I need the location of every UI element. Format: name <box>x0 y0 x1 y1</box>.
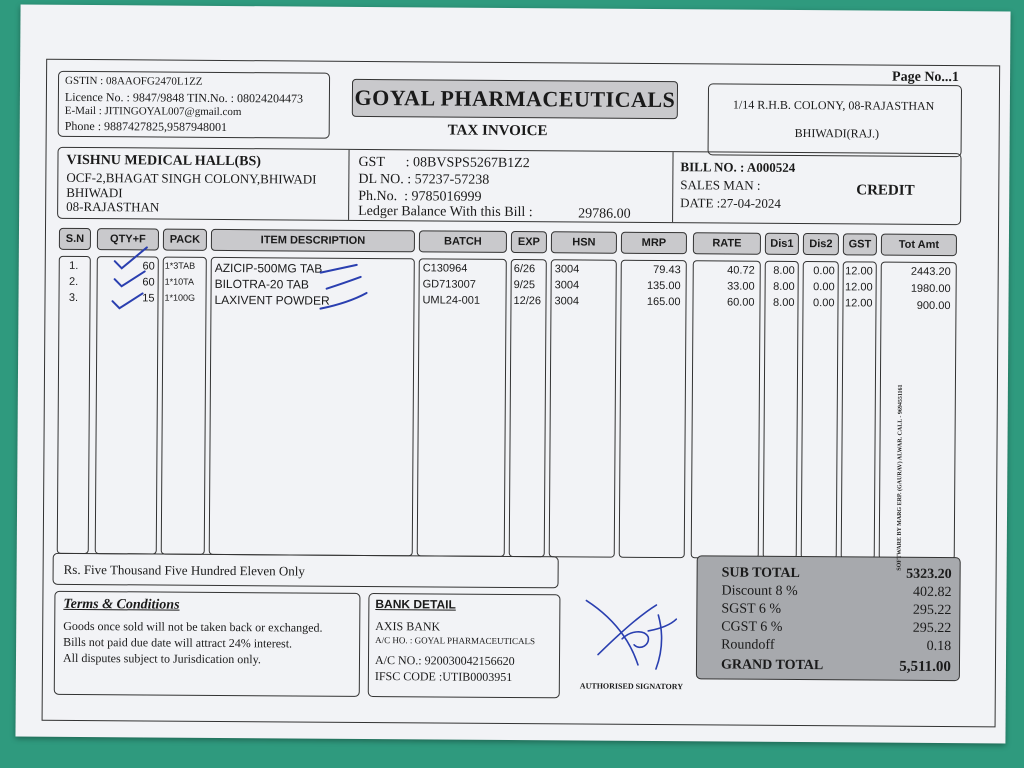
col-header-mrp: MRP <box>621 232 687 254</box>
col-header-hsn: HSN <box>551 231 617 253</box>
cell-pack: 1*3TAB <box>164 260 196 271</box>
cell-gst: 12.00 <box>844 297 873 310</box>
terms-box <box>54 591 361 697</box>
cell-sn: 3. <box>68 291 79 304</box>
cell-batch: C130964 <box>422 262 468 275</box>
cell-qty: 15 <box>142 292 155 305</box>
cell-dis2: 0.00 <box>813 281 835 294</box>
cell-gst: 12.00 <box>845 281 873 294</box>
buyer-name: VISHNU MEDICAL HALL(BS) <box>66 152 262 170</box>
cell-hsn: 3004 <box>554 279 580 292</box>
supplier-address-line1: 1/14 R.H.B. COLONY, 08-RAJASTHAN <box>732 97 935 113</box>
cell-exp: 6/26 <box>513 263 536 276</box>
terms-line3: All disputes subject to Jurisdication only. <box>62 650 261 667</box>
roundoff-label: Roundoff <box>721 637 775 653</box>
cell-qty: 60 <box>142 260 155 273</box>
discount-label: Discount 8 % <box>721 583 798 599</box>
cell-mrp: 79.43 <box>653 263 681 277</box>
roundoff-value: 0.18 <box>926 638 952 655</box>
bank-ifsc: IFSC CODE :UTIB0003951 <box>374 669 513 685</box>
cell-rate: 33.00 <box>727 280 755 293</box>
col-header-description: ITEM DESCRIPTION <box>211 229 415 252</box>
cell-desc: LAXIVENT POWDER <box>214 292 330 308</box>
col-header-gst: GST <box>843 233 877 255</box>
col-header-rate: RATE <box>693 232 761 254</box>
ledger-balance-label: Ledger Balance With this Bill : <box>358 203 533 221</box>
supplier-email: E-Mail : JITINGOYAL007@gmail.com <box>64 104 242 119</box>
sub-total-label: SUB TOTAL <box>721 565 800 582</box>
software-credit: SOFTWARE BY MARG ERP. (GAURAV) ALWAR. CALL - 9694551161 <box>896 384 904 571</box>
cell-dis1: 8.00 <box>773 296 795 309</box>
bill-date: DATE :27-04-2024 <box>680 195 782 211</box>
cell-desc: AZICIP-500MG TAB <box>214 260 323 276</box>
cell-dis1: 8.00 <box>773 280 795 293</box>
cell-qty: 60 <box>142 276 155 289</box>
col-header-sn: S.N <box>59 228 91 250</box>
cell-amt: 1980.00 <box>910 282 951 296</box>
buyer-address-line2: BHIWADI <box>66 184 123 201</box>
cell-gst: 12.00 <box>845 265 873 278</box>
cell-sn: 2. <box>68 275 79 288</box>
cell-dis2: 0.00 <box>813 297 835 310</box>
payment-mode: CREDIT <box>856 182 915 199</box>
buyer-address-line3: 08-RAJASTHAN <box>66 198 160 215</box>
cell-desc: BILOTRA-20 TAB <box>214 276 309 292</box>
col-header-total: Tot Amt <box>881 234 957 257</box>
grand-total-value: 5,511.00 <box>899 658 952 676</box>
cell-rate: 40.72 <box>727 264 755 277</box>
bank-ac-number: A/C NO.: 920030042156620 <box>374 653 515 669</box>
supplier-info-box <box>58 71 330 139</box>
col-header-dis2: Dis2 <box>803 233 839 255</box>
handwritten-tick-marks <box>108 241 449 323</box>
cell-amt: 900.00 <box>916 299 951 313</box>
bank-detail-box <box>368 593 561 698</box>
buyer-divider-left <box>348 150 349 220</box>
cell-rate: 60.00 <box>726 296 755 309</box>
col-header-exp: EXP <box>511 231 547 253</box>
cgst-value: 295.22 <box>912 620 952 637</box>
terms-line1: Goods once sold will not be taken back or exchanged. <box>63 618 323 635</box>
supplier-gstin: GSTIN : 08AAOFG2470L1ZZ <box>64 74 203 88</box>
bill-number: BILL NO. : A000524 <box>680 159 796 175</box>
supplier-phone: Phone : 9887427825,9587948001 <box>64 118 228 134</box>
cell-amt: 2443.20 <box>910 265 951 279</box>
col-header-qty: QTY+F <box>97 228 159 250</box>
buyer-divider-right <box>672 152 673 222</box>
terms-line2: Bills not paid due date will attract 24% interest. <box>63 634 293 651</box>
col-header-pack: PACK <box>163 229 207 251</box>
sales-man: SALES MAN : <box>680 177 761 193</box>
cell-batch: UML24-001 <box>422 294 481 307</box>
col-header-batch: BATCH <box>419 230 507 253</box>
sgst-label: SGST 6 % <box>721 601 782 617</box>
page-number: Page No...1 <box>892 69 960 86</box>
supplier-name-banner <box>352 79 678 119</box>
cell-mrp: 165.00 <box>646 295 681 309</box>
supplier-address-box <box>708 83 962 157</box>
cell-hsn: 3004 <box>554 295 580 308</box>
bank-title: BANK DETAIL <box>375 597 456 612</box>
cell-dis1: 8.00 <box>773 264 795 277</box>
discount-value: 402.82 <box>912 584 952 601</box>
cell-exp: 9/25 <box>513 279 536 292</box>
cell-dis2: 0.00 <box>813 265 835 278</box>
amount-in-words: Rs. Five Thousand Five Hundred Eleven Only <box>63 561 305 579</box>
cell-mrp: 135.00 <box>646 279 681 293</box>
authorised-signatory: AUTHORISED SIGNATORY <box>579 681 684 692</box>
cell-exp: 12/26 <box>513 295 542 308</box>
amount-words-box <box>53 553 559 589</box>
invoice-paper <box>15 5 1010 744</box>
supplier-licence: Licence No. : 9847/9848 TIN.No. : 08024204473 <box>64 89 304 106</box>
terms-title: Terms & Conditions <box>63 596 180 613</box>
buyer-strip <box>57 147 961 225</box>
ledger-balance-value: 29786.00 <box>578 206 631 222</box>
cell-batch: GD713007 <box>422 278 476 291</box>
doc-title: TAX INVOICE <box>447 122 548 140</box>
sgst-value: 295.22 <box>912 602 952 619</box>
cell-pack: 1*10TA <box>164 276 195 287</box>
sub-total-value: 5323.20 <box>906 566 952 583</box>
supplier-name: GOYAL PHARMACEUTICALS <box>354 84 676 113</box>
cell-pack: 1*100G <box>164 292 196 303</box>
grand-total-label: GRAND TOTAL <box>720 657 824 674</box>
bank-name: AXIS BANK <box>375 619 441 634</box>
cgst-label: CGST 6 % <box>721 619 783 635</box>
cell-sn: 1. <box>69 259 79 272</box>
bank-ac-holder: A/C HO. : GOYAL PHARMACEUTICALS <box>375 635 536 647</box>
buyer-address-line1: OCF-2,BHAGAT SINGH COLONY,BHIWADI <box>66 169 317 187</box>
buyer-dl: DL NO. : 57237-57238 <box>358 171 490 188</box>
supplier-address-line2: BHIWADI(RAJ.) <box>794 125 880 141</box>
buyer-gst: GST : 08BVSPS5267B1Z2 <box>358 154 530 172</box>
cell-hsn: 3004 <box>554 263 580 276</box>
signature-scribble <box>578 594 689 675</box>
col-header-dis1: Dis1 <box>765 233 799 255</box>
buyer-phone: Ph.No. : 9785016999 <box>358 188 482 205</box>
totals-box <box>696 555 961 681</box>
